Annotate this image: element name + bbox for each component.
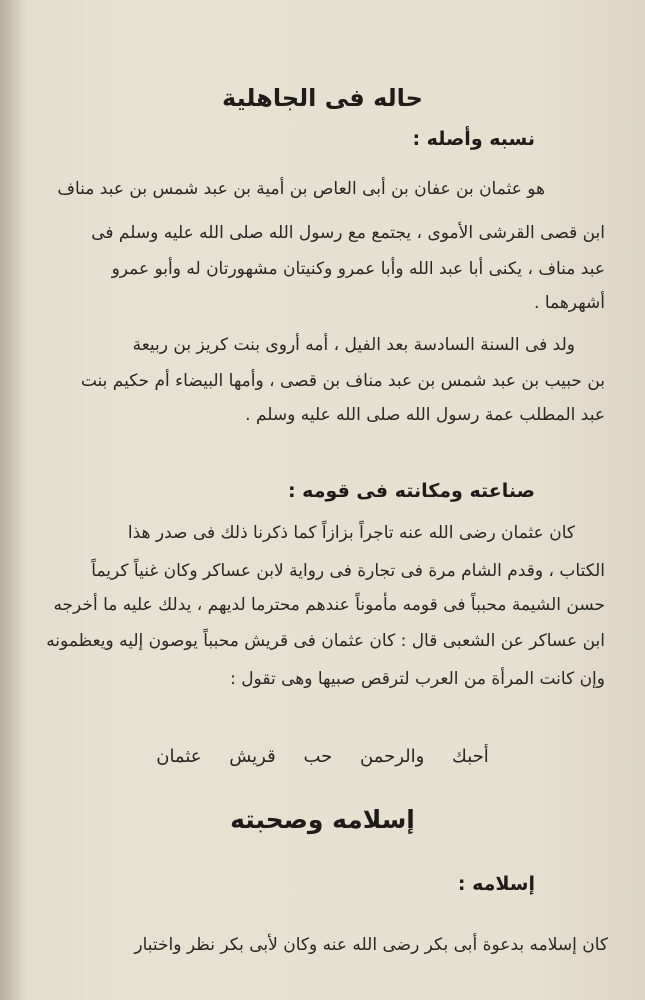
paragraph-line: هو عثمان بن عفان بن أبى العاص بن أمية بن عبد شمس بن عبد مناف xyxy=(57,179,545,199)
paragraph-line: وإن كانت المرأة من العرب لترقص صبيها وهى تقول : xyxy=(230,669,605,689)
poem-verse: أحبك والرحمن حب قريش عثمان xyxy=(156,746,489,767)
paragraph-line: عبد مناف ، يكنى أبا عبد الله وأبا عمرو وكنيتان مشهورتان له وأبو عمرو xyxy=(111,259,605,279)
section-heading-islam: إسلامه : xyxy=(457,873,535,895)
paragraph-line: ابن قصى القرشى الأموى ، يجتمع مع رسول الله صلى الله عليه وسلم فى xyxy=(91,223,605,243)
paragraph-line: أشهرهما . xyxy=(534,293,605,313)
paragraph-line: الكتاب ، وقدم الشام مرة فى تجارة فى رواية لابن عساكر وكان غنياً كريماً xyxy=(91,561,605,581)
paragraph-line: كان إسلامه بدعوة أبى بكر رضى الله عنه وكان لأبى بكر نظر واختبار xyxy=(134,935,608,955)
section-heading-trade: صناعته ومكانته فى قومه : xyxy=(287,480,535,502)
paragraph-line: ابن عساكر عن الشعبى قال : كان عثمان فى قريش محبباً يوصون إليه ويعظمونه xyxy=(46,631,605,651)
paragraph-line: حسن الشيمة محبباً فى قومه مأموناً عندهم محترما لديهم ، يدلك عليه ما أخرجه xyxy=(53,595,605,615)
page-title: حاله فى الجاهلية xyxy=(222,84,423,112)
paragraph-line: ولد فى السنة السادسة بعد الفيل ، أمه أروى بنت كريز بن ربيعة xyxy=(132,335,575,355)
paragraph-line: عبد المطلب عمة رسول الله صلى الله عليه وسلم . xyxy=(245,405,605,425)
paragraph-line: كان عثمان رضى الله عنه تاجراً بزازاً كما ذكرنا ذلك فى صدر هذا xyxy=(127,523,575,543)
section-heading-lineage: نسبه وأصله : xyxy=(412,128,535,150)
section-title-islam: إسلامه وصحبته xyxy=(230,805,415,834)
paragraph-line: بن حبيب بن عبد شمس بن عبد مناف بن قصى ، وأمها البيضاء أم حكيم بنت xyxy=(80,371,605,391)
